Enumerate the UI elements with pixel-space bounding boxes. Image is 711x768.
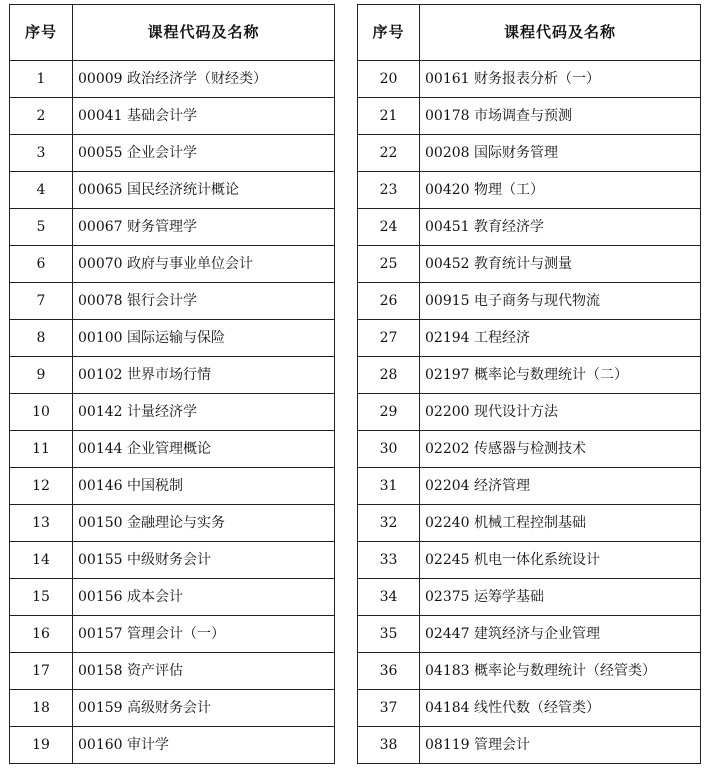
- row-seq-number: 10: [10, 394, 73, 431]
- row-seq-number: 15: [10, 579, 73, 616]
- row-course-code-name: 00208 国际财务管理: [420, 135, 701, 172]
- table-row: [358, 357, 701, 394]
- row-seq-number: 36: [358, 653, 420, 690]
- table-row: [358, 172, 701, 209]
- row-course-code-name: 00178 市场调查与预测: [420, 98, 701, 135]
- row-seq-number: 16: [10, 616, 73, 653]
- table-row: [10, 468, 335, 505]
- table-row: [10, 505, 335, 542]
- row-course-code-name: 02197 概率论与数理统计（二）: [420, 357, 701, 394]
- table-body-left: [10, 61, 335, 764]
- row-course-code-name: 04184 线性代数（经管类）: [420, 690, 701, 727]
- row-course-code-name: 02194 工程经济: [420, 320, 701, 357]
- table-row: [10, 357, 335, 394]
- row-seq-number: 7: [10, 283, 73, 320]
- row-seq-number: 27: [358, 320, 420, 357]
- table-row: [358, 394, 701, 431]
- row-seq-number: 37: [358, 690, 420, 727]
- table-row: [358, 579, 701, 616]
- row-course-code-name: 00078 银行会计学: [73, 283, 335, 320]
- row-course-code-name: 00142 计量经济学: [73, 394, 335, 431]
- row-seq-number: 3: [10, 135, 73, 172]
- table-row: [358, 98, 701, 135]
- table-row: [10, 246, 335, 283]
- row-course-code-name: 00156 成本会计: [73, 579, 335, 616]
- row-seq-number: 28: [358, 357, 420, 394]
- row-course-code-name: 00161 财务报表分析（一）: [420, 61, 701, 98]
- row-seq-number: 4: [10, 172, 73, 209]
- row-seq-number: 38: [358, 727, 420, 764]
- table-row: [10, 135, 335, 172]
- table-row: [10, 579, 335, 616]
- header-seq: 序号: [10, 5, 73, 61]
- row-course-code-name: 00144 企业管理概论: [73, 431, 335, 468]
- row-seq-number: 13: [10, 505, 73, 542]
- row-seq-number: 17: [10, 653, 73, 690]
- table-row: [358, 616, 701, 653]
- row-seq-number: 14: [10, 542, 73, 579]
- row-course-code-name: 00452 教育统计与测量: [420, 246, 701, 283]
- table-row: [358, 246, 701, 283]
- row-course-code-name: 02447 建筑经济与企业管理: [420, 616, 701, 653]
- row-seq-number: 11: [10, 431, 73, 468]
- row-course-code-name: 00100 国际运输与保险: [73, 320, 335, 357]
- table-row: [358, 283, 701, 320]
- row-seq-number: 34: [358, 579, 420, 616]
- table-body-right: [358, 61, 701, 764]
- row-seq-number: 9: [10, 357, 73, 394]
- row-seq-number: 24: [358, 209, 420, 246]
- table-row: [358, 505, 701, 542]
- row-course-code-name: 00070 政府与事业单位会计: [73, 246, 335, 283]
- table-row: [10, 61, 335, 98]
- table-row: [358, 135, 701, 172]
- table-row: [358, 690, 701, 727]
- row-course-code-name: 00158 资产评估: [73, 653, 335, 690]
- row-seq-number: 32: [358, 505, 420, 542]
- row-course-code-name: 00915 电子商务与现代物流: [420, 283, 701, 320]
- table-row: [358, 209, 701, 246]
- table-row: [10, 98, 335, 135]
- table-row: [358, 61, 701, 98]
- row-seq-number: 5: [10, 209, 73, 246]
- row-seq-number: 18: [10, 690, 73, 727]
- row-course-code-name: 00065 国民经济统计概论: [73, 172, 335, 209]
- table-row: [10, 542, 335, 579]
- row-course-code-name: 00155 中级财务会计: [73, 542, 335, 579]
- row-seq-number: 12: [10, 468, 73, 505]
- row-seq-number: 35: [358, 616, 420, 653]
- table-row: [10, 394, 335, 431]
- row-seq-number: 26: [358, 283, 420, 320]
- row-seq-number: 6: [10, 246, 73, 283]
- row-course-code-name: 02245 机电一体化系统设计: [420, 542, 701, 579]
- table-row: [10, 172, 335, 209]
- row-course-code-name: 00159 高级财务会计: [73, 690, 335, 727]
- course-table-right: [357, 4, 701, 764]
- row-course-code-name: 02200 现代设计方法: [420, 394, 701, 431]
- row-seq-number: 19: [10, 727, 73, 764]
- header-course: 课程代码及名称: [420, 5, 701, 61]
- row-seq-number: 23: [358, 172, 420, 209]
- row-course-code-name: 00150 金融理论与实务: [73, 505, 335, 542]
- table-row: [358, 542, 701, 579]
- row-seq-number: 29: [358, 394, 420, 431]
- row-course-code-name: 02240 机械工程控制基础: [420, 505, 701, 542]
- row-course-code-name: 02202 传感器与检测技术: [420, 431, 701, 468]
- row-course-code-name: 00420 物理（工）: [420, 172, 701, 209]
- row-seq-number: 31: [358, 468, 420, 505]
- table-header-row: [358, 5, 701, 61]
- table-row: [358, 653, 701, 690]
- row-seq-number: 20: [358, 61, 420, 98]
- table-row: [10, 727, 335, 764]
- table-row: [10, 653, 335, 690]
- row-course-code-name: 00067 财务管理学: [73, 209, 335, 246]
- table-row: [10, 616, 335, 653]
- table-row: [358, 431, 701, 468]
- table-row: [10, 690, 335, 727]
- row-seq-number: 22: [358, 135, 420, 172]
- row-course-code-name: 04183 概率论与数理统计（经管类）: [420, 653, 701, 690]
- header-course: 课程代码及名称: [73, 5, 335, 61]
- table-row: [10, 320, 335, 357]
- row-seq-number: 2: [10, 98, 73, 135]
- row-seq-number: 30: [358, 431, 420, 468]
- table-row: [358, 468, 701, 505]
- table-row: [10, 209, 335, 246]
- row-seq-number: 21: [358, 98, 420, 135]
- course-table-left: [9, 4, 335, 764]
- row-seq-number: 8: [10, 320, 73, 357]
- table-header-row: [10, 5, 335, 61]
- row-course-code-name: 00451 教育经济学: [420, 209, 701, 246]
- row-course-code-name: 00102 世界市场行情: [73, 357, 335, 394]
- table-row: [358, 320, 701, 357]
- row-course-code-name: 00146 中国税制: [73, 468, 335, 505]
- row-course-code-name: 02375 运筹学基础: [420, 579, 701, 616]
- row-seq-number: 33: [358, 542, 420, 579]
- row-course-code-name: 00009 政治经济学（财经类）: [73, 61, 335, 98]
- table-row: [10, 283, 335, 320]
- row-course-code-name: 00160 审计学: [73, 727, 335, 764]
- row-course-code-name: 02204 经济管理: [420, 468, 701, 505]
- row-seq-number: 25: [358, 246, 420, 283]
- header-seq: 序号: [358, 5, 420, 61]
- row-seq-number: 1: [10, 61, 73, 98]
- table-row: [10, 431, 335, 468]
- table-row: [358, 727, 701, 764]
- row-course-code-name: 00055 企业会计学: [73, 135, 335, 172]
- row-course-code-name: 00157 管理会计（一）: [73, 616, 335, 653]
- row-course-code-name: 00041 基础会计学: [73, 98, 335, 135]
- row-course-code-name: 08119 管理会计: [420, 727, 701, 764]
